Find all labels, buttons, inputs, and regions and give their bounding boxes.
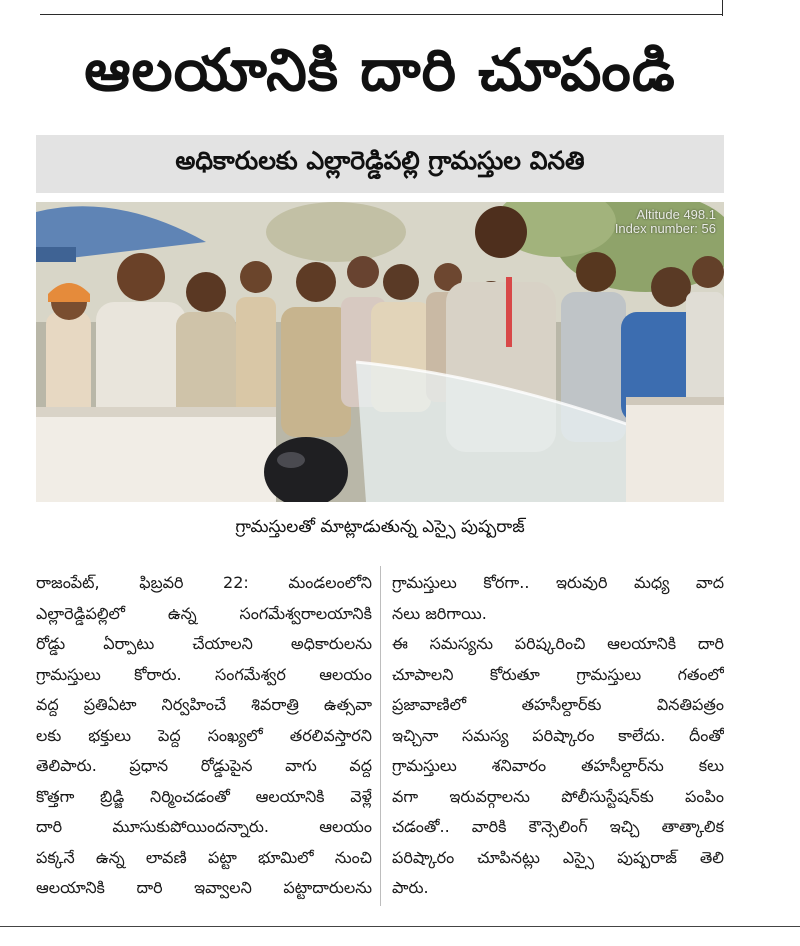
headline: ఆలయానికి దారి చూపండి: [84, 35, 676, 104]
news-photo: [36, 202, 724, 502]
article-line: ఈ సమస్యను పరిష్కరించి ఆలయానికి దారి: [392, 634, 724, 653]
article-line: గ్రామస్తులు కోరారు. సంగమేశ్వర ఆలయం: [36, 664, 372, 684]
article-line: గ్రామస్తులు శనివారం తహసీల్దార్‌ను కలు: [392, 756, 724, 775]
photo-watermark-overlay: [615, 208, 716, 236]
photo-overlay-altitude: Altitude 498.1: [636, 207, 716, 222]
article-line: పారు.: [392, 878, 429, 897]
article-line: చూపాలని కోరుతూ గ్రామస్తులు గతంలో: [392, 664, 724, 684]
top-right-rule: [722, 0, 723, 16]
article-line: గ్రామస్తులు కోరగా.. ఇరువురి మధ్య వాద: [392, 573, 724, 592]
article-line: లకు భక్తులు పెద్ద సంఖ్యలో తరలివస్తారని: [36, 725, 372, 745]
article-line: దారి మూసుకుపోయిందన్నారు. ఆలయం: [36, 817, 372, 836]
photo-caption: గ్రామస్తులతో మాట్లాడుతున్న ఎస్సై పుష్పరాజ్: [235, 517, 525, 537]
article-line: వద్ద ప్రతిఏటా నిర్వహించే శివరాత్రి ఉత్సవా: [36, 695, 372, 714]
article-line: ఆలయానికి దారి ఇవ్వాలని పట్టాదారులను: [36, 878, 372, 897]
article-column-left: [36, 568, 372, 904]
photo-overlay-index: Index number: 56: [614, 221, 716, 236]
article-line: పక్కనే ఉన్న లావణి పట్టా భూమిలో నుంచి: [36, 847, 372, 867]
article-line: చడంతో.. వారికి కౌన్సెలింగ్ ఇచ్చి తాత్కాలిక: [392, 817, 724, 836]
article-line: వగా ఇరువర్గాలను పోలీసుస్టేషన్‌కు పంపిం: [392, 786, 724, 806]
article-line: ప్రజావాణిలో తహసీల్దార్‌కు వినతిపత్రం: [392, 695, 724, 714]
article-line: నలు జరిగాయి.: [392, 603, 487, 623]
article-line: ఎల్లారెడ్డిపల్లిలో ఉన్న సంగమేశ్వరాలయానికి: [36, 603, 372, 623]
article-line: పరిష్కారం చూపినట్లు ఎస్సై పుష్పరాజ్ తెలి: [392, 847, 724, 867]
top-rule: [40, 14, 723, 15]
article-column-right: [392, 568, 724, 904]
subheadline: అధికారులకు ఎల్లారెడ్డిపల్లి గ్రామస్తుల వినతి: [36, 135, 724, 193]
photo-illustration: [36, 202, 724, 502]
article-line: కొత్తగా బ్రిడ్జి నిర్మించడంతో ఆలయానికి వెళ్లే: [36, 786, 372, 806]
article-line: ఇచ్చినా సమస్య పరిష్కారం కాలేదు. దీంతో: [392, 725, 724, 745]
bottom-rule: [0, 926, 800, 927]
column-divider: [380, 566, 381, 906]
article-line: రాజంపేట్, ఫిబ్రవరి 22: మండలంలోని: [36, 573, 372, 592]
article-line: తెలిపారు. ప్రధాన రోడ్డుపైన వాగు వద్ద: [36, 756, 372, 775]
article-line: రోడ్డు ఏర్పాటు చేయాలని అధికారులను: [36, 634, 372, 653]
